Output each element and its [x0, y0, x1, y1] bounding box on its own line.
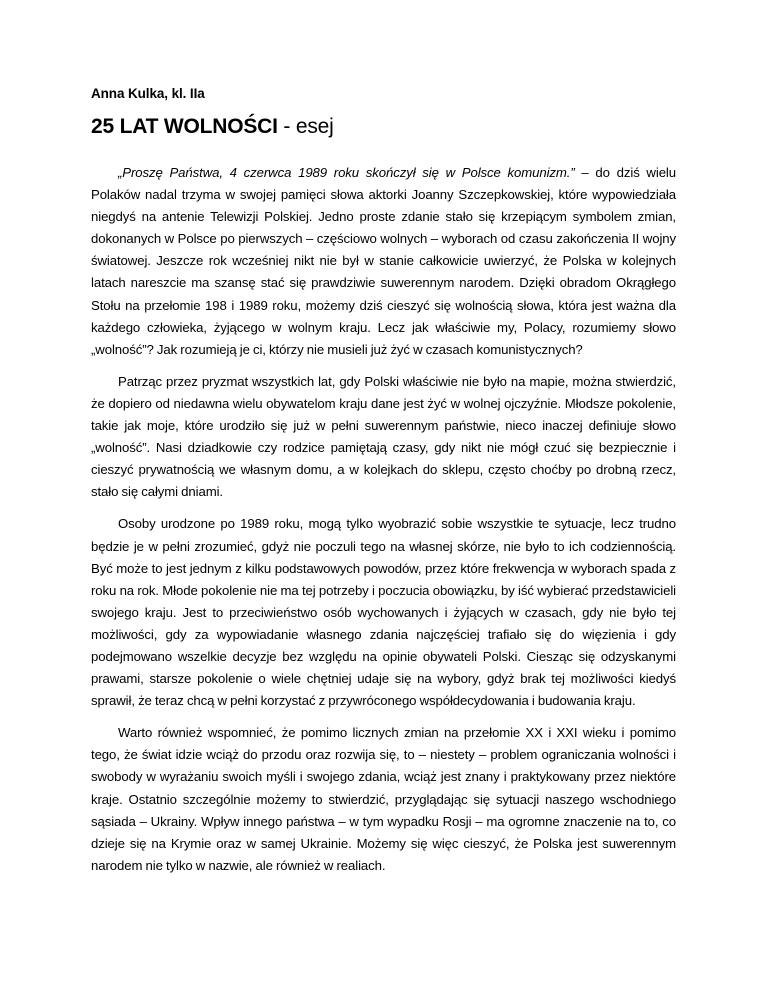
- essay-title-main: 25 LAT WOLNOŚCI: [91, 115, 278, 138]
- paragraph-4: Warto również wspomnieć, że pomimo licznych zmian na przełomie XX i XXI wieku i pomimo tego, że świat idzie wciąż do przodu oraz rozwija się, to – niestety – problem ograniczania wolności i swobody w wyrażaniu swoich myśli i swojego zdania, wciąż jest znany i praktykowany przez niektóre kraje. Ostatnio szczególnie możemy to stwierdzić, przyglądając się sytuacji naszego wschodniego sąsiada – Ukrainy. Wpływ innego państwa – w tym wypadku Rosji – ma ogromne znaczenie na to, co dzieje się na Krymie oraz w samej Ukrainie. Możemy się więc cieszyć, że Polska jest suwerennym narodem nie tylko w nazwie, ale również w realiach.: [91, 725, 676, 873]
- opening-quote: „Proszę Państwa, 4 czerwca 1989 roku skończył się w Polsce komunizm.”: [118, 165, 575, 180]
- essay-title-sub: - esej: [283, 115, 334, 138]
- paragraph-1-text: – do dziś wielu Polaków nadal trzyma w swojej pamięci słowa aktorki Joanny Szczepkowskiej, które wypowiedziała niegdyś na antenie Telewizji Polskiej. Jedno proste zdanie stało się krzepiącym symbolem zmian, dokonanych w Polsce po pierwszych – częściowo wolnych – wyborach od czasu zakończenia II wojny światowej. Jeszcze rok wcześniej nikt nie był w stanie całkowicie uwierzyć, że Polska w kolejnych latach nareszcie ma szansę stać się prawdziwie suwerennym narodem. Dzięki obradom Okrągłego Stołu na przełomie 198 i 1989 roku, możemy dziś cieszyć się wolnością słowa, która jest ważna dla każdego człowieka, żyjącego w wolnym kraju. Lecz jak właściwie my, Polacy, rozumiemy słowo „wolność”? Jak rozumieją je ci, którzy nie musieli już żyć w czasach komunistycznych?: [91, 165, 676, 357]
- author-line: Anna Kulka, kl. IIa: [91, 86, 205, 101]
- paragraph-2: Patrząc przez pryzmat wszystkich lat, gdy Polski właściwie nie było na mapie, można stwierdzić, że dopiero od niedawna wielu obywatelom kraju dane jest żyć w wolnej ojczyźnie. Młodsze pokolenie, takie jak moje, które urodziło się już w pełni suwerennym państwie, nieco inaczej definiuje słowo „wolność”. Nasi dziadkowie czy rodzice pamiętają czasy, gdy nikt nie mógł czuć się bezpiecznie i cieszyć prywatnością we własnym domu, a w kolejkach do sklepu, często choćby po drobną rzecz, stało się całymi dniami.: [91, 373, 676, 500]
- essay-body: [91, 152, 676, 887]
- paragraph-3: Osoby urodzone po 1989 roku, mogą tylko wyobrazić sobie wszystkie te sytuacje, lecz trudno będzie je w pełni zrozumieć, gdyż nie poczuli tego na własnej skórze, nie było to ich codziennością. Być może to jest jednym z kilku podstawowych powodów, przez które frekwencja w wyborach spada z roku na rok. Młode pokolenie nie ma tej potrzeby i poczucia obowiązku, by iść wybierać przedstawicieli swojego kraju. Jest to przeciwieństwo osób wychowanych i żyjących w czasach, gdy nie było tej możliwości, gdy za wypowiadanie własnego zdania najczęściej trafiało się do więzienia i gdy podejmowano wszelkie decyzje bez względu na opinie obywateli Polski. Ciesząc się odzyskanymi prawami, starsze pokolenie o wiele chętniej udaje się na wybory, gdyż brak tej możliwości kiedyś sprawił, że teraz chcą w pełni korzystać z przywróconego współdecydowania i budowania kraju.: [91, 516, 676, 709]
- paragraph-1: [91, 162, 676, 361]
- essay-title: [91, 113, 334, 141]
